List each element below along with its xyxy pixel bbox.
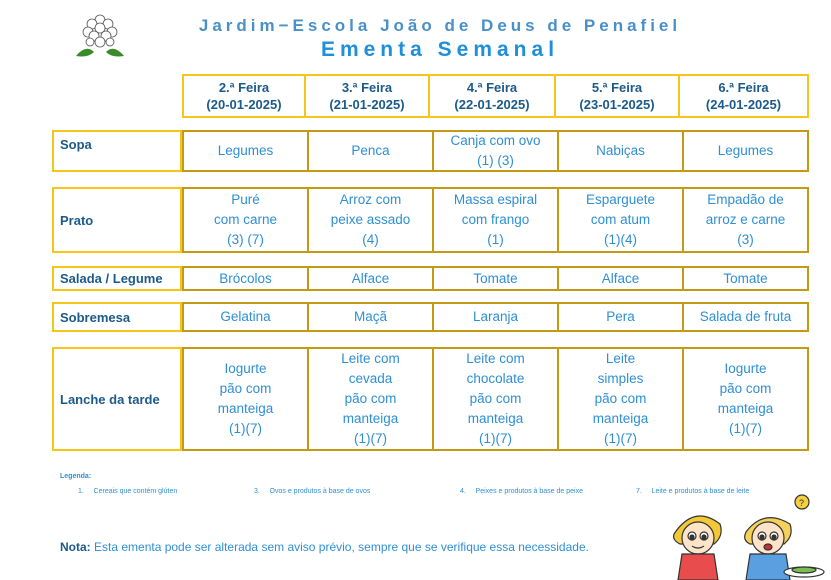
menu-cell: Arroz com peixe assado (4)	[309, 189, 434, 251]
row-prato	[182, 187, 809, 253]
row-label-text: Sopa	[60, 137, 92, 152]
row-sobremesa	[182, 302, 809, 332]
row-salada	[182, 266, 809, 291]
row-label-prato	[52, 187, 182, 253]
day-name: 6.ª Feira	[718, 80, 769, 95]
row-lanche	[182, 347, 809, 451]
legend-title: Legenda:	[60, 473, 92, 480]
note-text: Esta ementa pode ser alterada sem aviso prévio, sempre que se verifique essa necessidade.	[90, 540, 589, 554]
menu-cell: Penca	[309, 132, 434, 170]
menu-cell: Salada de fruta	[699, 309, 792, 324]
menu-cell: Leite com cevada pão com manteiga (1)(7)	[309, 349, 434, 449]
menu-cell: Massa espiral com frango (1)	[434, 189, 559, 251]
day-name: 4.ª Feira	[466, 80, 518, 95]
day-name: 2.ª Feira	[218, 80, 270, 95]
menu-cell: Legumes	[184, 132, 309, 170]
menu-cell: Gelatina	[184, 304, 309, 330]
day-date: (22-01-2025)	[454, 97, 530, 112]
menu-cell: Pera	[559, 304, 684, 330]
legend-item: 7. Leite e produtos à base de leite	[636, 488, 750, 495]
menu-cell: Iogurte pão com manteiga (1)(7)	[184, 349, 309, 449]
row-label-text: Salada / Legume	[60, 271, 163, 286]
row-sopa	[182, 130, 809, 172]
menu-cell: Leite simples pão com manteiga (1)(7)	[559, 349, 684, 449]
menu-cell: Legumes	[717, 143, 774, 158]
menu-cell: Alface	[559, 268, 684, 289]
day-date: (21-01-2025)	[329, 97, 405, 112]
note-label: Nota:	[60, 540, 91, 554]
note	[60, 540, 589, 554]
day-header-5	[678, 74, 809, 118]
menu-cell: Maçã	[309, 304, 434, 330]
school-title: Jardim−Escola João de Deus de Penafiel	[198, 16, 682, 35]
day-date: (23-01-2025)	[579, 97, 655, 112]
menu-subtitle: Ementa Semanal	[320, 38, 560, 61]
day-date: (20-01-2025)	[206, 97, 282, 112]
menu-cell: Leite com chocolate pão com manteiga (1)(7)	[434, 349, 559, 449]
day-name: 5.ª Feira	[591, 80, 643, 95]
day-date: (24-01-2025)	[705, 97, 782, 112]
menu-cell: Brócolos	[184, 268, 309, 289]
day-header-2	[304, 74, 430, 118]
day-header-4	[554, 74, 680, 118]
svg-text:?: ?	[799, 498, 805, 508]
menu-cell: Esparguete com atum (1)(4)	[559, 189, 684, 251]
legend-item: 3. Ovos e produtos à base de ovos	[254, 488, 371, 495]
menu-cell: Tomate	[723, 270, 768, 286]
menu-cell: Alface	[309, 268, 434, 289]
menu-cell: Nabiças	[559, 132, 684, 170]
day-header-3	[428, 74, 556, 118]
menu-cell: Puré com carne (3) (7)	[184, 189, 309, 251]
flower-logo-icon	[68, 12, 132, 60]
menu-cell: Empadão de arroz e carne (3)	[705, 192, 786, 247]
row-label-text: Prato	[60, 212, 94, 228]
kids-eating-icon	[664, 494, 829, 580]
row-label-salada	[52, 266, 182, 291]
menu-cell: Laranja	[434, 304, 559, 330]
menu-cell: Tomate	[434, 268, 559, 289]
menu-cell: Iogurte pão com manteiga (1)(7)	[717, 361, 774, 436]
legend-item: 4. Peixes e produtos à base de peixe	[460, 488, 583, 495]
row-label-sobremesa	[52, 302, 182, 332]
row-label-text: Lanche da tarde	[60, 391, 160, 407]
row-label-lanche	[52, 347, 182, 451]
row-label-text: Sobremesa	[60, 309, 131, 325]
day-header-1	[182, 74, 306, 118]
day-name: 3.ª Feira	[341, 80, 393, 95]
legend-item: 1. Cereais que contém glúten	[78, 488, 178, 495]
row-label-sopa	[52, 130, 182, 172]
menu-cell: Canja com ovo (1) (3)	[434, 132, 559, 170]
